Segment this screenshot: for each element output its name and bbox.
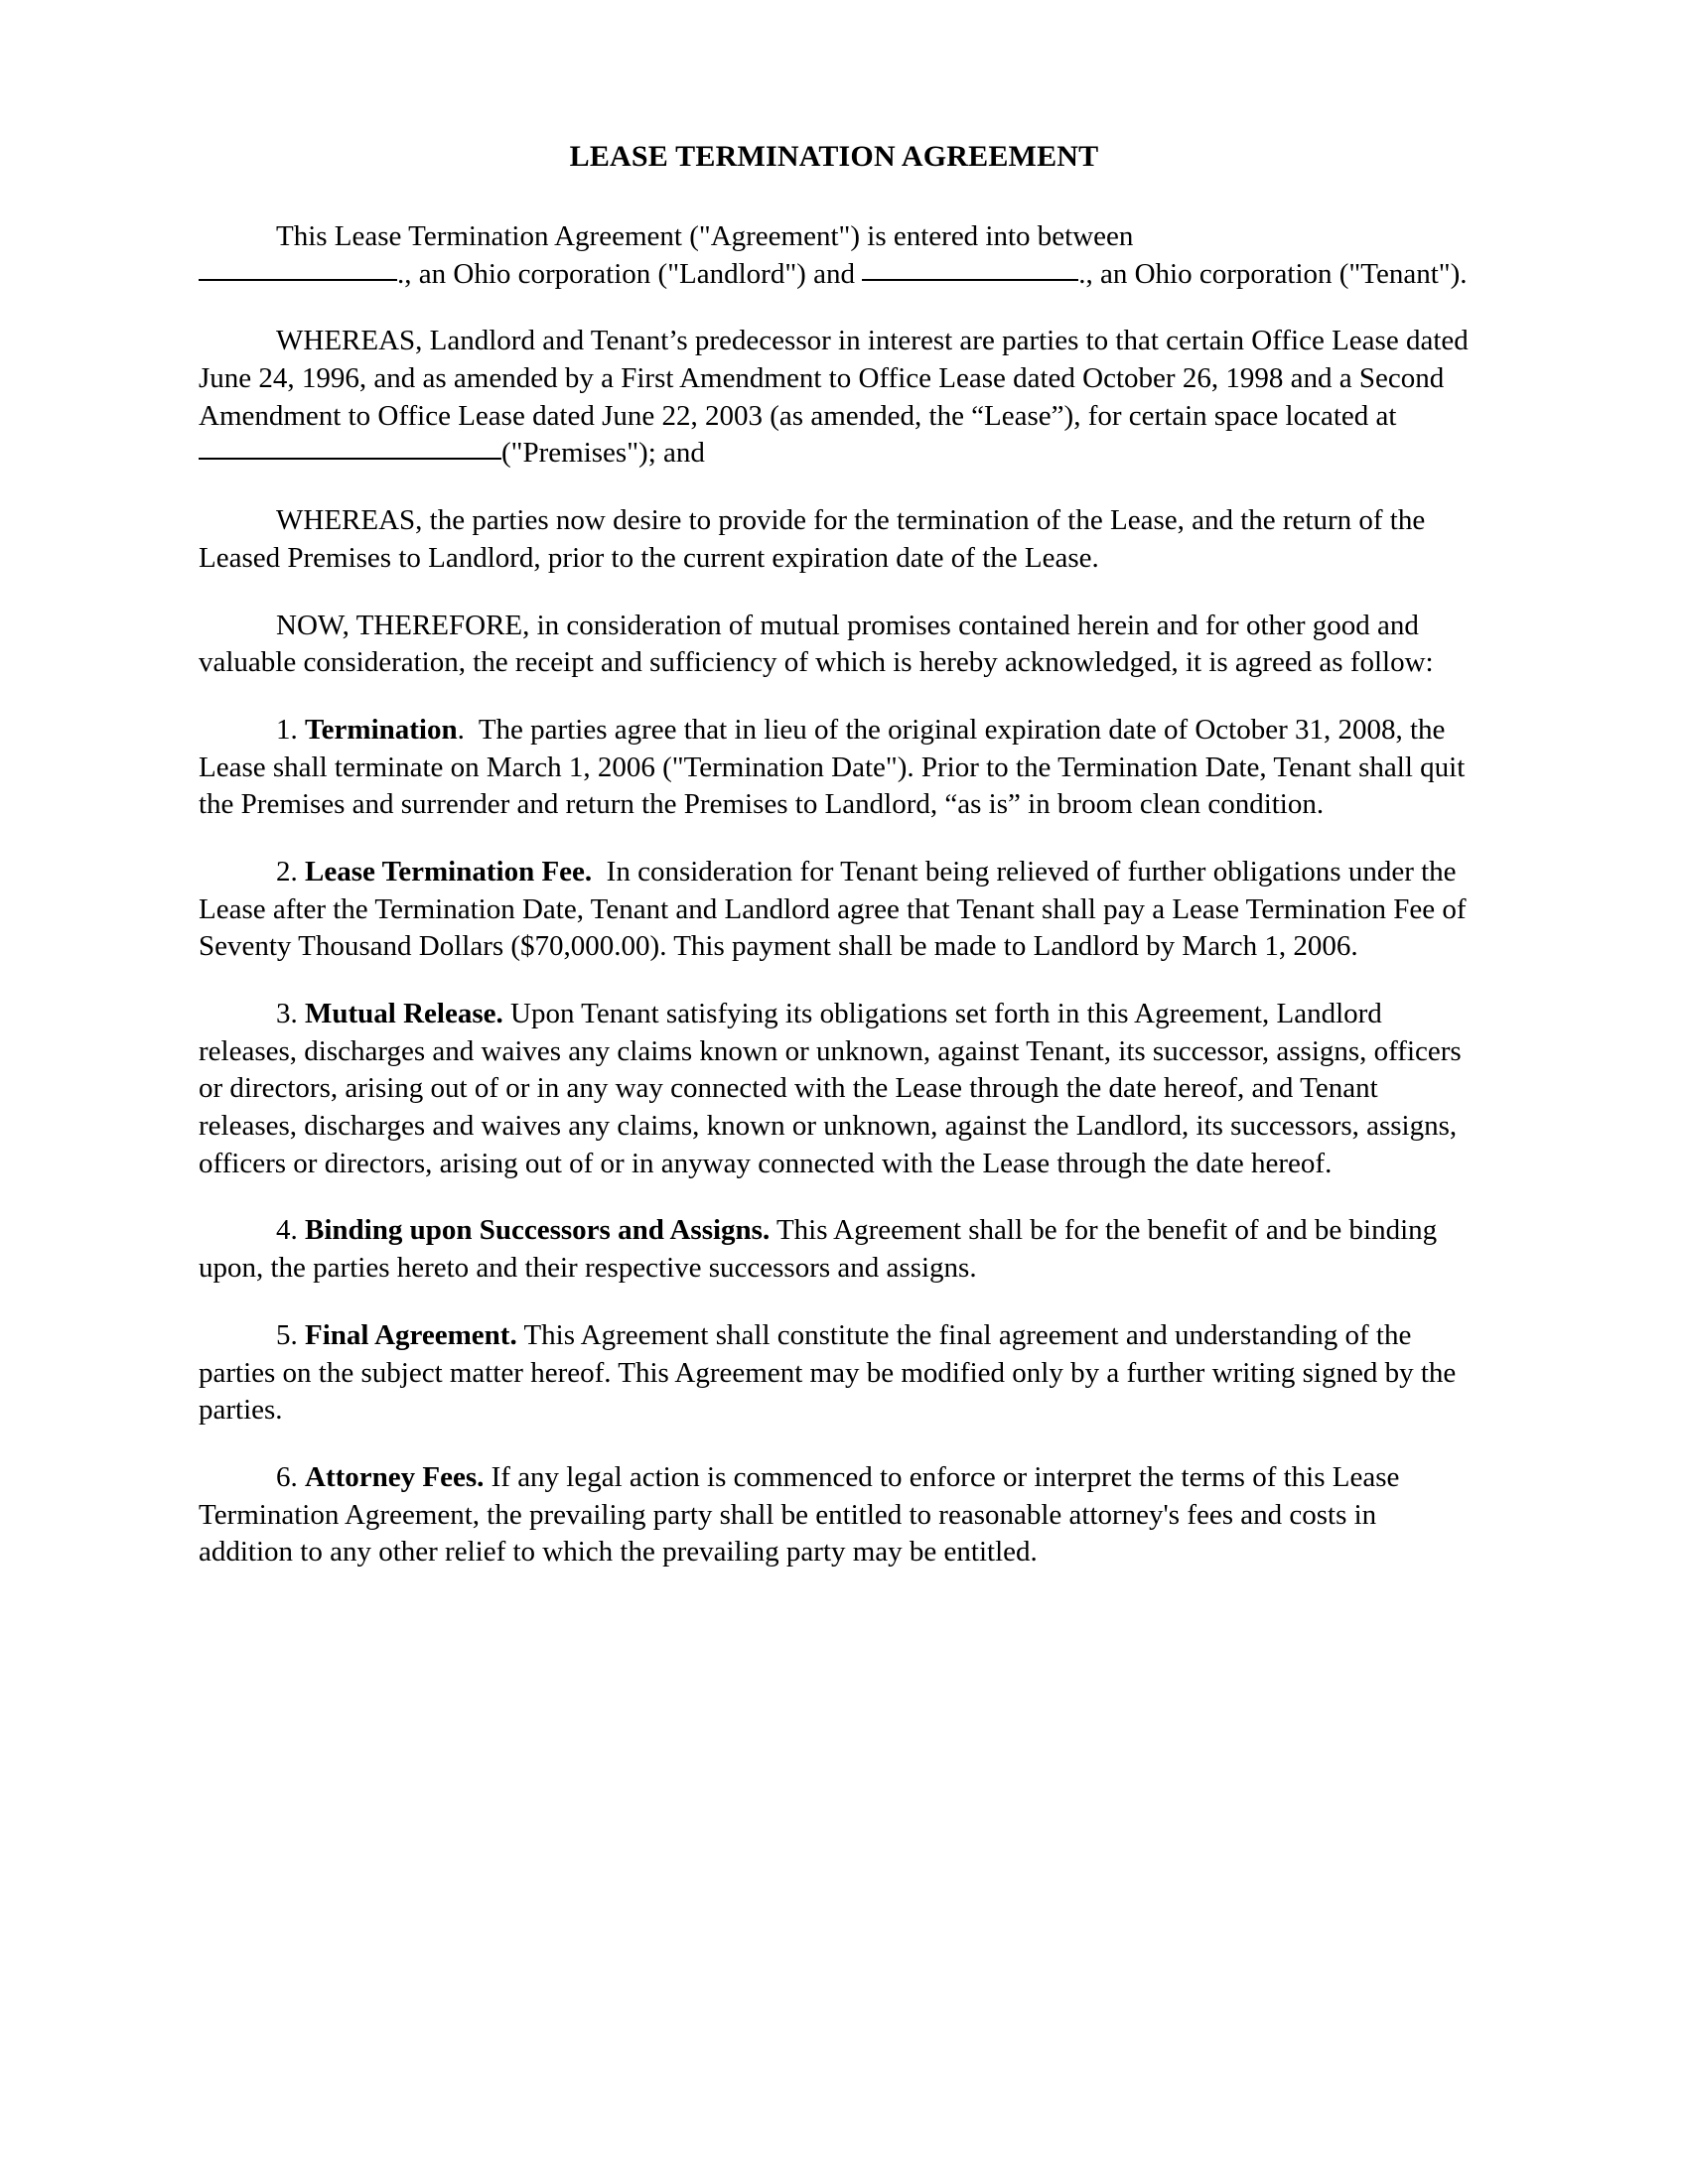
section-4-number: 4. [276,1214,298,1247]
section-6-attorney-fees [199,1459,1470,1571]
section-2-heading: Lease Termination Fee. [305,855,593,887]
section-5-body: This Agreement shall constitute the final agreement and understanding of the parties on the subject matter hereof. This Agreement may be modified only by a further writing signed by the parties. [199,1318,1457,1427]
preamble-after-blank2: ., an Ohio corporation ("Tenant"). [1078,257,1468,290]
section-3-body: Upon Tenant satisfying its obligations set forth in this Agreement, Landlord releases, discharges and waives any claims known or unknown, against Tenant, its successor, assigns, officers or directors, arising out of or in any way connected with the Lease through the date hereof, and Tenant releases, discharges and waives any claims, known or unknown, against the Landlord, its successors, assigns, officers or directors, arising out of or in anyway connected with the Lease through the date hereof. [199,998,1462,1179]
section-1-termination [199,712,1470,824]
section-4-body: This Agreement shall be for the benefit of and be binding upon, the parties hereto and their respective successors and assigns. [199,1214,1438,1285]
section-1-heading-punct: . [457,713,465,746]
recital-whereas-1 [199,323,1470,473]
section-2-body: In consideration for Tenant being relieved of further obligations under the Lease after the Termination Date, Tenant and Landlord agree that Tenant shall pay a Lease Termination Fee of Seventy Thousand Dollars ($70,000.00). This payment shall be made to Landlord by March 1, 2006. [199,855,1467,963]
preamble-after-blank1: ., an Ohio corporation ("Landlord") and [397,257,855,290]
recital-now-therefore [199,608,1470,682]
recital-1-text: WHEREAS, Landlord and Tenant’s predecessor in interest are parties to that certain Office Lease dated June 24, 1996, and as amended by a First Amendment to Office Lease dated October 26, 1998 and a Second Amendment to Office Lease dated June 22, 2003 (as amended, the “Lease”), for certain space located at [199,325,1469,432]
section-4-heading: Binding upon Successors and Assigns. [305,1214,771,1247]
section-3-number: 3. [276,998,298,1029]
section-1-body: The parties agree that in lieu of the original expiration date of October 31, 2008, the Lease shall terminate on March 1, 2006 ("Termination Date"). Prior to the Termination Date, Tenant shall quit the Premises and surrender and return the Premises to Landlord, “as is” in broom clean condition. [199,713,1466,821]
recital-whereas-2 [199,502,1470,577]
section-1-number: 1. [276,713,298,746]
section-6-heading: Attorney Fees. [305,1460,485,1493]
section-6-number: 6. [276,1460,298,1493]
section-5-number: 5. [276,1318,298,1351]
tenant-name-blank[interactable] [862,279,1078,281]
preamble-paragraph [199,218,1470,293]
section-2-number: 2. [276,855,298,887]
section-5-heading: Final Agreement. [305,1318,517,1351]
section-5-final-agreement [199,1317,1470,1430]
section-3-mutual-release [199,996,1470,1182]
premises-address-blank[interactable] [199,458,501,460]
landlord-name-blank[interactable] [199,279,397,281]
recital-3-text: NOW, THEREFORE, in consideration of mutual promises contained herein and for other good and valuable consideration, the receipt and sufficiency of which is hereby acknowledged, it is agreed as follow: [199,609,1434,679]
section-6-body: If any legal action is commenced to enforce or interpret the terms of this Lease Termination Agreement, the prevailing party shall be entitled to reasonable attorney's fees and costs in addition to any other relief to which the prevailing party may be entitled. [199,1460,1400,1569]
section-4-binding-upon-successors [199,1212,1470,1287]
preamble-line1: This Lease Termination Agreement ("Agreement") is entered into between [276,220,1134,252]
section-2-lease-termination-fee [199,854,1470,966]
recital-1-after-blank: ("Premises"); and [501,437,705,470]
recital-2-text: WHEREAS, the parties now desire to provide for the termination of the Lease, and the return of the Leased Premises to Landlord, prior to the current expiration date of the Lease. [199,504,1426,574]
page-title: LEASE TERMINATION AGREEMENT [569,140,1099,173]
section-3-heading: Mutual Release. [305,998,503,1029]
section-1-heading: Termination [305,713,458,746]
